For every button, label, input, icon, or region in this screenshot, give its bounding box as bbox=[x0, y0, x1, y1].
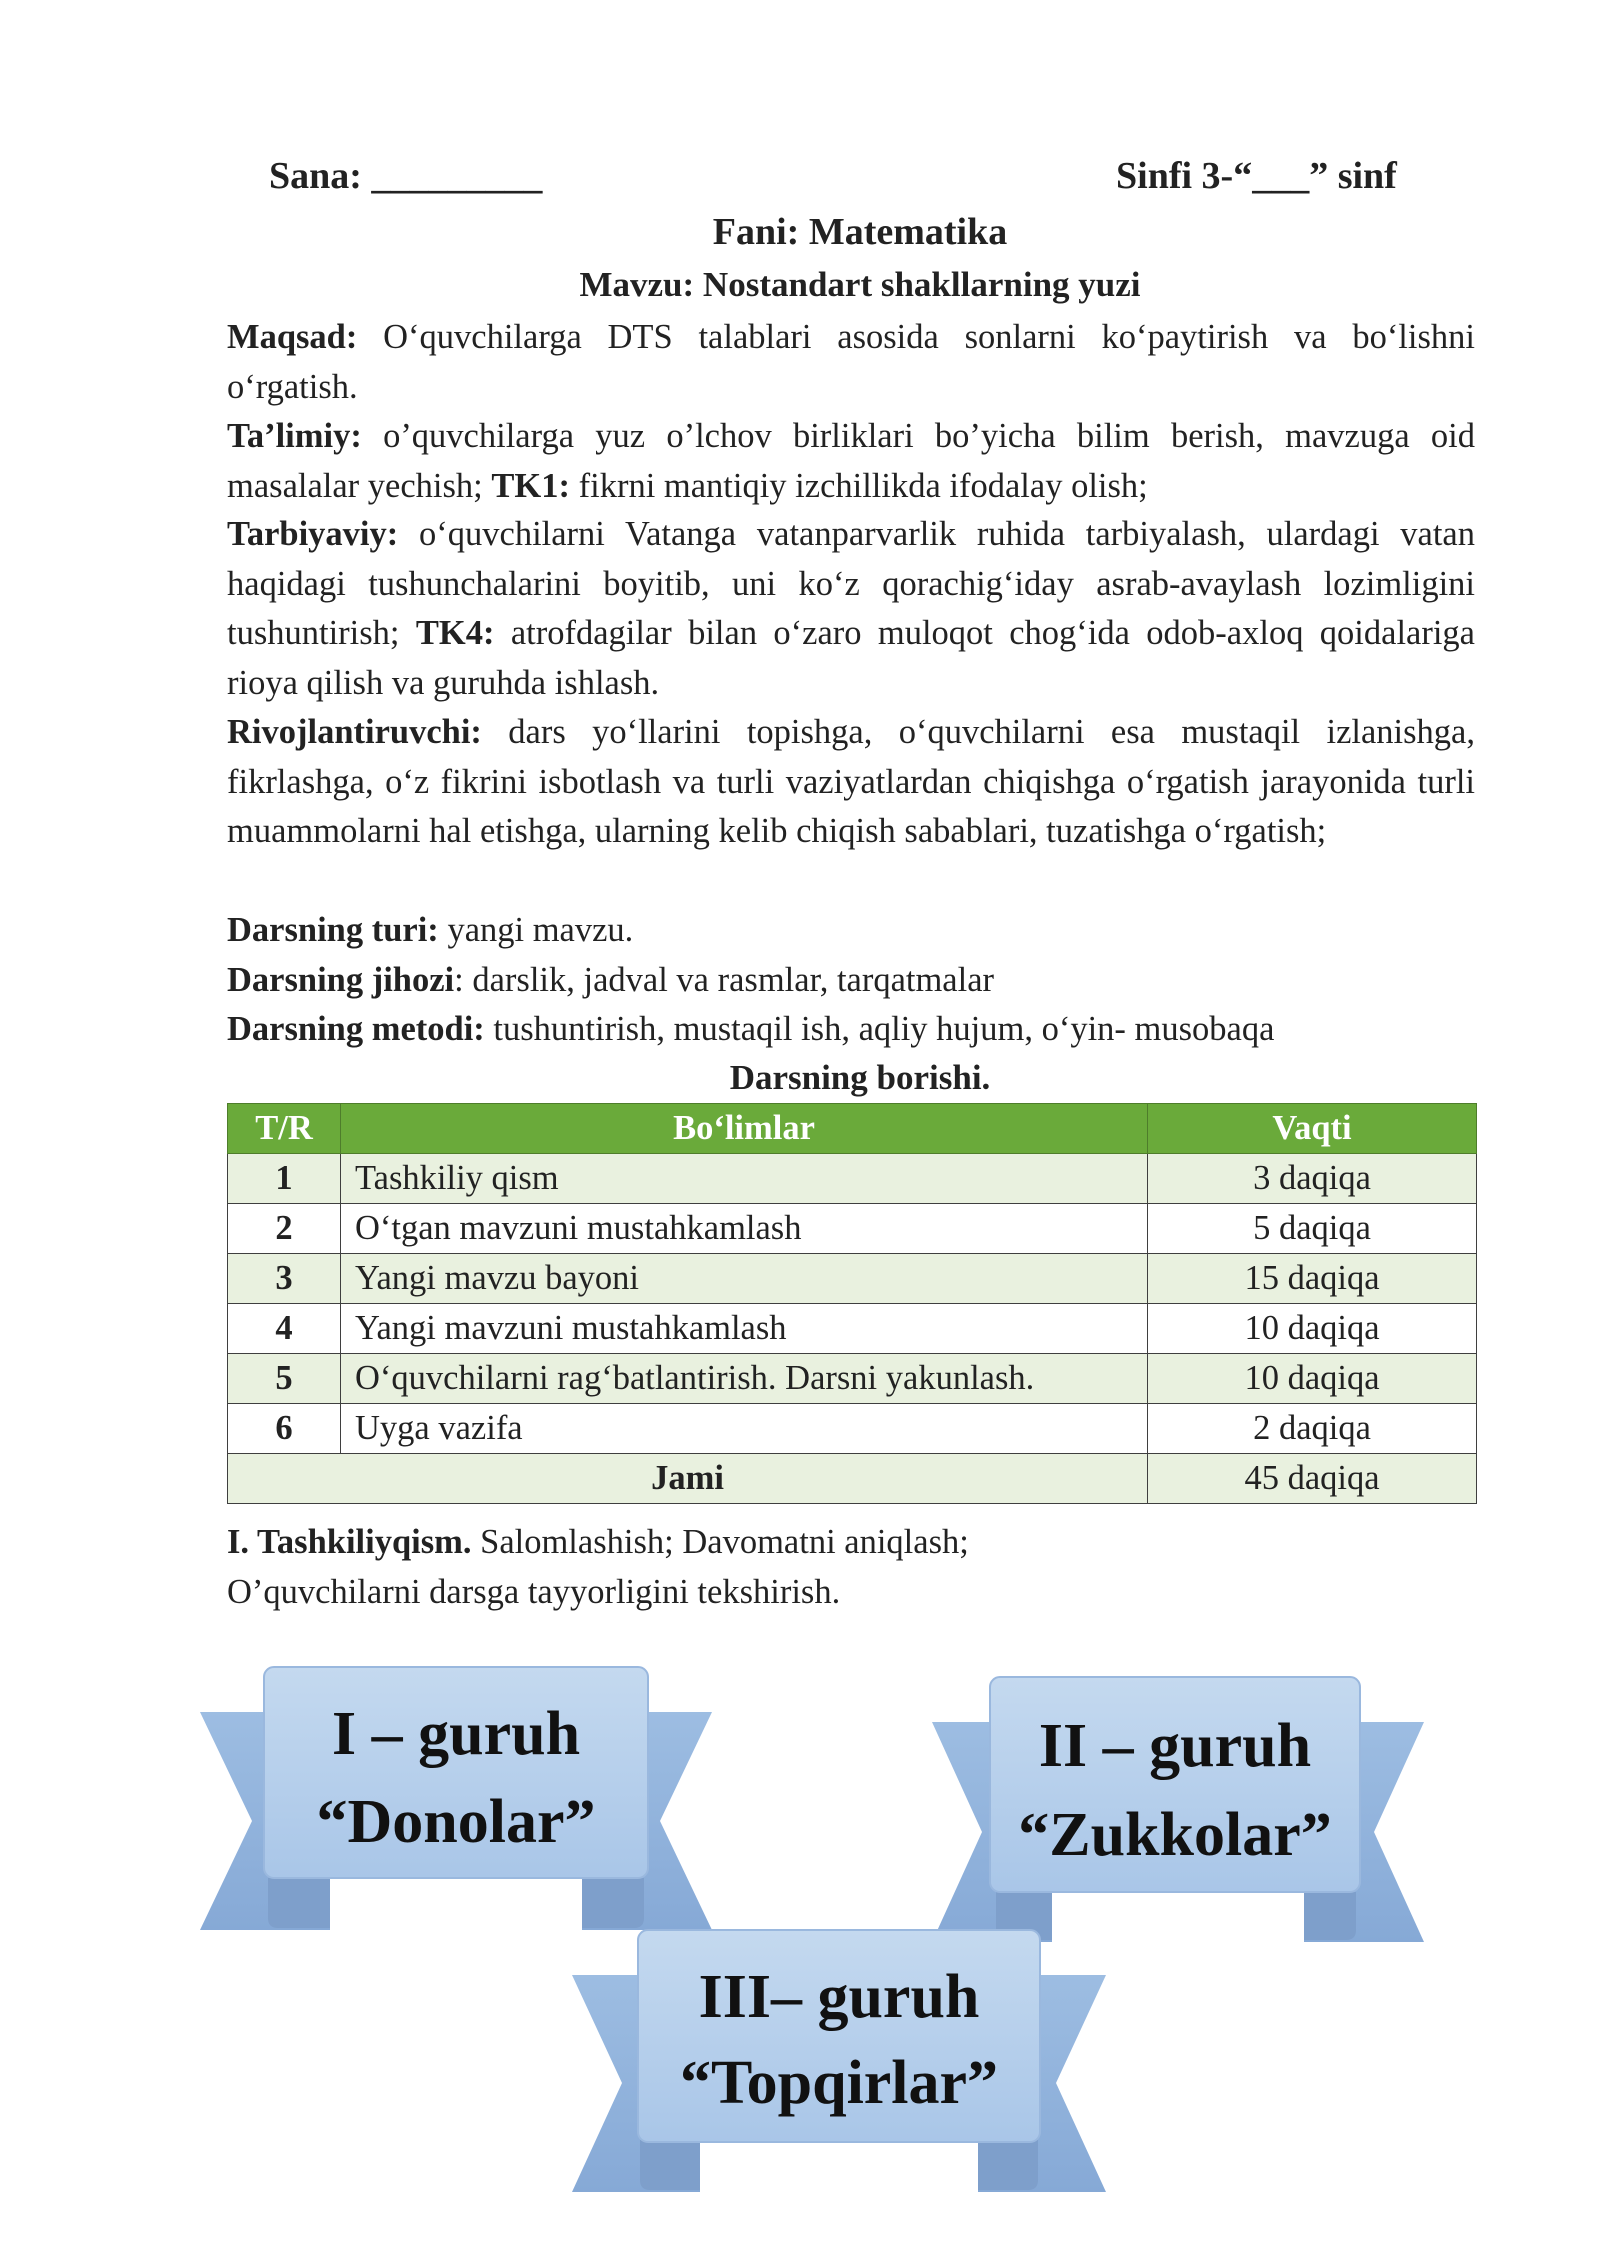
lesson-equipment-text: : darslik, jadval va rasmlar, tarqatmalar bbox=[454, 961, 995, 999]
date-label: Sana: _________ bbox=[269, 155, 543, 197]
row-time: 15 daqiqa bbox=[1148, 1254, 1477, 1304]
developmental-text: dars yo‘llarini topishga, o‘quvchilarni esa mustaqil izlanishga, fikrlashga, o‘z fikrini isbotlash va turli vaziyatlardan chiqishga o‘rgatish jarayonida turli muammolarni hal etishga, ularning kelib chiqish sabablari, tuzatishga o‘rgatish; bbox=[227, 713, 1475, 851]
row-section: Yangi mavzu bayoni bbox=[341, 1254, 1148, 1304]
row-time: 3 daqiqa bbox=[1148, 1154, 1477, 1204]
row-section: O‘quvchilarni rag‘batlantirish. Darsni yakunlash. bbox=[341, 1354, 1148, 1404]
row-number: 4 bbox=[228, 1304, 341, 1354]
header-sections: Bo‘limlar bbox=[341, 1104, 1148, 1154]
lesson-flow-title: Darsning borishi. bbox=[729, 1058, 991, 1097]
lesson-type-label: Darsning turi: bbox=[227, 911, 439, 949]
row-number: 6 bbox=[228, 1404, 341, 1454]
tk1-label: TK1: bbox=[491, 466, 570, 505]
group-2-name: II – guruh bbox=[1038, 1712, 1312, 1780]
lesson-type-text: yangi mavzu. bbox=[438, 911, 634, 949]
group-3-title: “Topqirlar” bbox=[679, 2049, 999, 2117]
row-number: 1 bbox=[228, 1154, 341, 1204]
lesson-method-text: tushuntirish, mustaqil ish, aqliy hujum, o‘yin- musobaqa bbox=[484, 1010, 1275, 1048]
total-label: Jami bbox=[228, 1454, 1148, 1504]
total-time: 45 daqiqa bbox=[1148, 1454, 1477, 1504]
header-number: T/R bbox=[228, 1104, 341, 1154]
goal-text: O‘quvchilarga DTS talablari asosida sonlarni ko‘paytirish va bo‘lishni o‘rgatish. bbox=[227, 318, 1475, 406]
lesson-method-label: Darsning metodi: bbox=[227, 1010, 485, 1048]
lesson-equipment-label: Darsning jihozi bbox=[227, 961, 455, 999]
row-time: 10 daqiqa bbox=[1148, 1354, 1477, 1404]
row-number: 2 bbox=[228, 1204, 341, 1254]
row-number: 3 bbox=[228, 1254, 341, 1304]
row-section: Tashkiliy qism bbox=[341, 1154, 1148, 1204]
header-time: Vaqti bbox=[1148, 1104, 1477, 1154]
class-label: Sinfi 3-“___” sinf bbox=[1116, 155, 1397, 197]
topic-title: Mavzu: Nostandart shakllarning yuzi bbox=[579, 265, 1141, 304]
group-1-title: “Donolar” bbox=[316, 1788, 596, 1856]
row-time: 10 daqiqa bbox=[1148, 1304, 1477, 1354]
tk1-text: fikrni mantiqiy izchillikda ifodalay olish; bbox=[570, 466, 1148, 505]
row-section: Uyga vazifa bbox=[341, 1404, 1148, 1454]
upbringing-text: o‘quvchilarni Vatanga vatanparvarlik ruhida tarbiyalash, ulardagi vatan haqidagi tushunchalarini boyitib, uni ko‘z qorachig‘iday asrab-avaylash lozimligini tushuntirish; bbox=[227, 515, 1475, 653]
row-number: 5 bbox=[228, 1354, 341, 1404]
group-1-name: I – guruh bbox=[331, 1700, 581, 1768]
group-2-title: “Zukkolar” bbox=[1018, 1801, 1332, 1869]
subject-title: Fani: Matematika bbox=[712, 211, 1008, 253]
group-ribbon-2 bbox=[932, 1677, 1424, 1942]
group-ribbon-3 bbox=[572, 1930, 1106, 2192]
group-3-name: III– guruh bbox=[698, 1963, 980, 2031]
goal-label: Maqsad: bbox=[227, 318, 358, 356]
row-time: 5 daqiqa bbox=[1148, 1204, 1477, 1254]
organizational-text: Salomlashish; Davomatni aniqlash; bbox=[471, 1523, 969, 1561]
educational-label: Ta’limiy: bbox=[227, 417, 362, 455]
row-section: Yangi mavzuni mustahkamlash bbox=[341, 1304, 1148, 1354]
organizational-label: I. Tashkiliyqism. bbox=[227, 1523, 472, 1561]
upbringing-label: Tarbiyaviy: bbox=[227, 515, 399, 553]
developmental-label: Rivojlantiruvchi: bbox=[227, 713, 482, 751]
tk4-text: atrofdagilar bilan o‘zaro muloqot chog‘ida odob-axloq qoidalariga rioya qilish va guruhda ishlash. bbox=[227, 614, 1475, 702]
group-ribbon-1 bbox=[200, 1667, 712, 1930]
organizational-line2: O’quvchilarni darsga tayyorligini tekshirish. bbox=[227, 1572, 841, 1611]
row-section: O‘tgan mavzuni mustahkamlash bbox=[341, 1204, 1148, 1254]
row-time: 2 daqiqa bbox=[1148, 1404, 1477, 1454]
educational-text: o’quvchilarga yuz o’lchov birliklari bo’yicha bilim berish, mavzuga oid masalalar yechish; bbox=[227, 417, 1475, 505]
tk4-label: TK4: bbox=[415, 614, 495, 653]
